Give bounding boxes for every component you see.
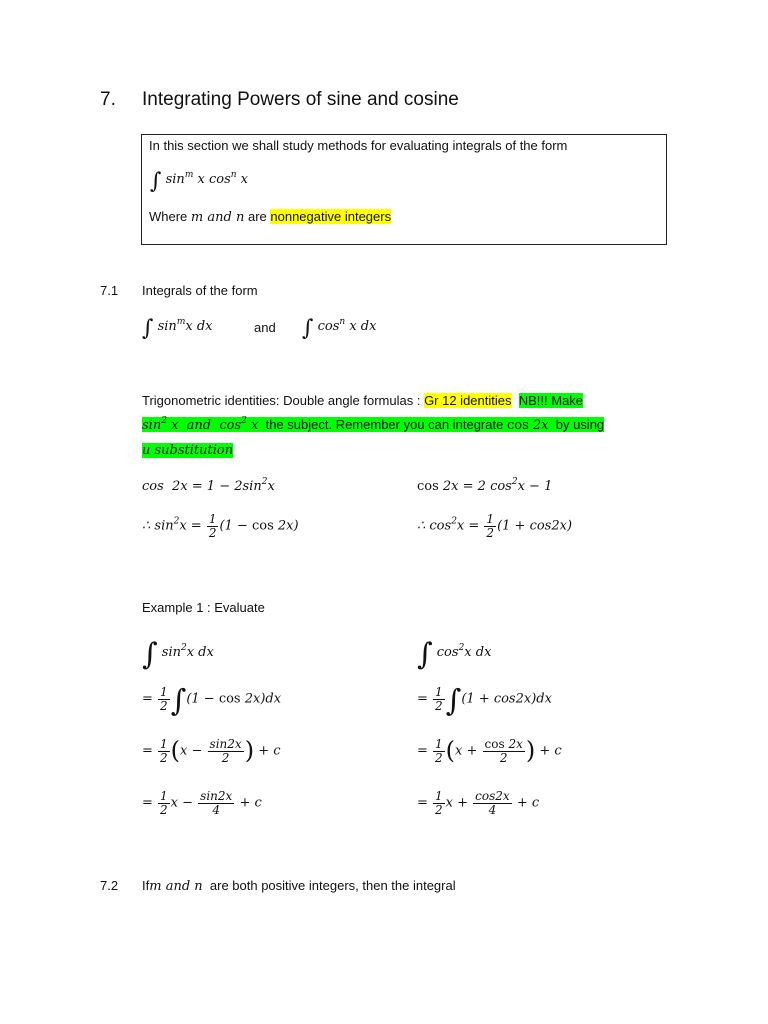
identities-line-1 <box>142 393 583 408</box>
where-are: are <box>247 209 267 224</box>
sin2-cos2-math: $\sin^2 x$ and $\cos^2 x$ <box>142 416 259 433</box>
example-left-step-3: = $\frac{1}{2}$ x − $\frac{\sin 2x}{4}$ + c <box>142 789 262 817</box>
integral-cos-n: ∫ $\cos^n x$ dx <box>302 316 377 341</box>
integral-sin-m: ∫ $\sin^mx$ dx <box>142 316 213 341</box>
example-left-step-2: = $\frac{1}{2}$ (x − $\frac{\sin 2x}{2}$ ) + c <box>142 736 281 765</box>
formula-cos2x-half: ∴ $\cos^2x$ = $\frac{1}{2}$ (1 + cos2x) <box>417 512 573 540</box>
nb-make-highlight: NB!!! Make <box>518 393 584 408</box>
example-right-step-2: = $\frac{1}{2}$ (x + $\frac{\cos 2x}{2}$ ) + c <box>417 736 562 765</box>
section-7-2-rest: are both positive integers, then the integral <box>209 878 456 893</box>
highlight-nonnegative: nonnegative integers <box>270 209 392 224</box>
heading-number: 7. <box>100 89 116 110</box>
section-7-2-number: 7.2 <box>100 878 119 893</box>
example-right-step-3: = $\frac{1}{2}$ x + $\frac{\cos 2x}{4}$ + c <box>417 789 540 817</box>
example-right-step-1: = $\frac{1}{2}$ ∫(1 + cos2x)dx <box>417 683 552 719</box>
section-7-2-if: If <box>142 878 150 893</box>
section-7-2-vars: m and n <box>149 879 203 894</box>
intro-text: In this section we shall study methods for evaluating integrals of the form <box>149 138 568 153</box>
u-substitution-highlight: u substitution <box>142 443 234 458</box>
intro-where-line <box>149 209 391 225</box>
page-title: Integrating Powers of sine and cosine <box>142 89 459 110</box>
intro-box <box>141 134 667 245</box>
and-label: and <box>254 320 276 335</box>
formula-cos2x-sin: $\cos 2x = 1 - 2\sin^2x$ <box>142 477 275 494</box>
identities-line-3 <box>142 442 233 458</box>
example-right-integral: ∫ $\cos^2x$ dx <box>417 637 492 672</box>
example-left-step-1: = $\frac{1}{2}$ ∫(1 − cos 2x)dx <box>142 683 282 719</box>
where-vars: m and n <box>190 210 245 225</box>
example-left-integral: ∫ $\sin^2x$ dx <box>142 637 214 672</box>
where-label: Where <box>149 209 188 224</box>
section-7-1-number: 7.1 <box>100 283 119 298</box>
example-1-label: Example 1 : Evaluate <box>142 600 265 615</box>
section-7-1-title: Integrals of the form <box>142 283 258 298</box>
by-using-text: by using <box>555 417 605 432</box>
formula-sin2x-half: ∴ $\sin^2x$ = $\frac{1}{2}$ (1 − cos 2x) <box>142 512 299 540</box>
gr12-highlight: Gr 12 identities <box>424 393 512 408</box>
section-7-2-text <box>142 878 456 894</box>
formula-cos2x-cos: cos 2x = 2 $\cos^2x - 1$ <box>417 477 553 494</box>
integral-sin-m-cos-n: ∫ $\sin^m x$ $\cos^n x$ <box>150 169 248 194</box>
subject-text: the subject. Remember you can integrate <box>265 417 504 432</box>
identities-line-2: $\sin^2 x$ and $\cos^2 x$ the subject. Remember you can integrate cos 2x by using <box>142 416 605 433</box>
identities-label: Trigonometric identities: Double angle formulas : <box>142 393 421 408</box>
